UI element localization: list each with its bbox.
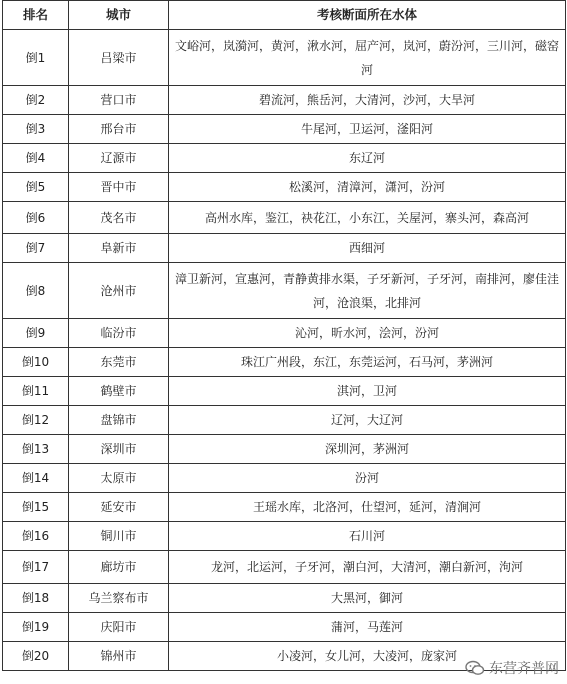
city-cell: 营口市 xyxy=(69,86,169,115)
assessment-table xyxy=(2,0,566,671)
water-cell: 碧流河，熊岳河，大清河，沙河，大旱河 xyxy=(169,86,566,115)
city-cell: 临汾市 xyxy=(69,319,169,348)
water-cell: 高州水库，鉴江，袂花江，小东江，关屋河，寨头河，森高河 xyxy=(169,202,566,234)
water-cell: 王瑶水库，北洛河，仕望河，延河，清涧河 xyxy=(169,493,566,522)
city-cell: 庆阳市 xyxy=(69,613,169,642)
rank-cell: 倒3 xyxy=(3,115,69,144)
water-cell: 石川河 xyxy=(169,522,566,551)
watermark-text: 东营齐普网 xyxy=(489,661,559,677)
rank-cell: 倒18 xyxy=(3,584,69,613)
header-rank: 排名 xyxy=(3,1,69,30)
water-cell: 文峪河，岚漪河，黄河，湫水河，屈产河，岚河，蔚汾河，三川河，磁窑河 xyxy=(169,30,566,86)
rank-cell: 倒17 xyxy=(3,551,69,584)
rank-cell: 倒14 xyxy=(3,464,69,493)
rank-cell: 倒13 xyxy=(3,435,69,464)
table-row xyxy=(3,173,566,202)
rank-cell: 倒20 xyxy=(3,642,69,671)
water-cell: 松溪河，清漳河，潇河，汾河 xyxy=(169,173,566,202)
watermark xyxy=(465,658,559,678)
table-row xyxy=(3,348,566,377)
table-row xyxy=(3,406,566,435)
city-cell: 盘锦市 xyxy=(69,406,169,435)
rank-cell: 倒4 xyxy=(3,144,69,173)
rank-cell: 倒8 xyxy=(3,263,69,319)
table-row xyxy=(3,464,566,493)
header-city: 城市 xyxy=(69,1,169,30)
city-cell: 廊坊市 xyxy=(69,551,169,584)
city-cell: 太原市 xyxy=(69,464,169,493)
city-cell: 铜川市 xyxy=(69,522,169,551)
table-row xyxy=(3,377,566,406)
water-cell: 珠江广州段，东江，东莞运河，石马河，茅洲河 xyxy=(169,348,566,377)
water-cell: 东辽河 xyxy=(169,144,566,173)
table-row xyxy=(3,613,566,642)
header-row xyxy=(3,1,566,30)
city-cell: 乌兰察布市 xyxy=(69,584,169,613)
water-cell: 淇河，卫河 xyxy=(169,377,566,406)
water-cell: 漳卫新河，宣惠河，青静黄排水渠，子牙新河，子牙河，南排河，廖佳洼河，沧浪渠，北排河 xyxy=(169,263,566,319)
table-row xyxy=(3,493,566,522)
city-cell: 延安市 xyxy=(69,493,169,522)
city-cell: 阜新市 xyxy=(69,234,169,263)
water-cell: 小凌河，女儿河，大凌河，庞家河 xyxy=(169,642,566,671)
rank-cell: 倒6 xyxy=(3,202,69,234)
water-cell: 深圳河，茅洲河 xyxy=(169,435,566,464)
rank-cell: 倒9 xyxy=(3,319,69,348)
city-cell: 锦州市 xyxy=(69,642,169,671)
water-cell: 大黑河，御河 xyxy=(169,584,566,613)
rank-cell: 倒15 xyxy=(3,493,69,522)
table-row xyxy=(3,144,566,173)
water-cell: 汾河 xyxy=(169,464,566,493)
rank-cell: 倒2 xyxy=(3,86,69,115)
header-water: 考核断面所在水体 xyxy=(169,1,566,30)
table-row xyxy=(3,263,566,319)
city-cell: 深圳市 xyxy=(69,435,169,464)
table-row xyxy=(3,435,566,464)
rank-cell: 倒12 xyxy=(3,406,69,435)
rank-cell: 倒1 xyxy=(3,30,69,86)
table-row xyxy=(3,115,566,144)
city-cell: 茂名市 xyxy=(69,202,169,234)
water-cell: 沁河，昕水河，浍河，汾河 xyxy=(169,319,566,348)
city-cell: 沧州市 xyxy=(69,263,169,319)
city-cell: 邢台市 xyxy=(69,115,169,144)
table-row xyxy=(3,234,566,263)
table-row xyxy=(3,584,566,613)
city-cell: 东莞市 xyxy=(69,348,169,377)
city-cell: 鹤壁市 xyxy=(69,377,169,406)
table-row xyxy=(3,30,566,86)
rank-cell: 倒10 xyxy=(3,348,69,377)
table-row xyxy=(3,202,566,234)
city-cell: 辽源市 xyxy=(69,144,169,173)
table-row xyxy=(3,319,566,348)
water-cell: 牛尾河，卫运河，滏阳河 xyxy=(169,115,566,144)
table-row xyxy=(3,86,566,115)
table-row xyxy=(3,551,566,584)
water-cell: 西细河 xyxy=(169,234,566,263)
rank-cell: 倒19 xyxy=(3,613,69,642)
water-cell: 龙河，北运河，子牙河，潮白河，大清河，潮白新河，泃河 xyxy=(169,551,566,584)
city-cell: 晋中市 xyxy=(69,173,169,202)
city-cell: 吕梁市 xyxy=(69,30,169,86)
wechat-icon xyxy=(465,660,485,676)
water-cell: 蒲河，马莲河 xyxy=(169,613,566,642)
rank-cell: 倒7 xyxy=(3,234,69,263)
rank-cell: 倒16 xyxy=(3,522,69,551)
rank-cell: 倒11 xyxy=(3,377,69,406)
water-cell: 辽河，大辽河 xyxy=(169,406,566,435)
table-row xyxy=(3,522,566,551)
rank-cell: 倒5 xyxy=(3,173,69,202)
